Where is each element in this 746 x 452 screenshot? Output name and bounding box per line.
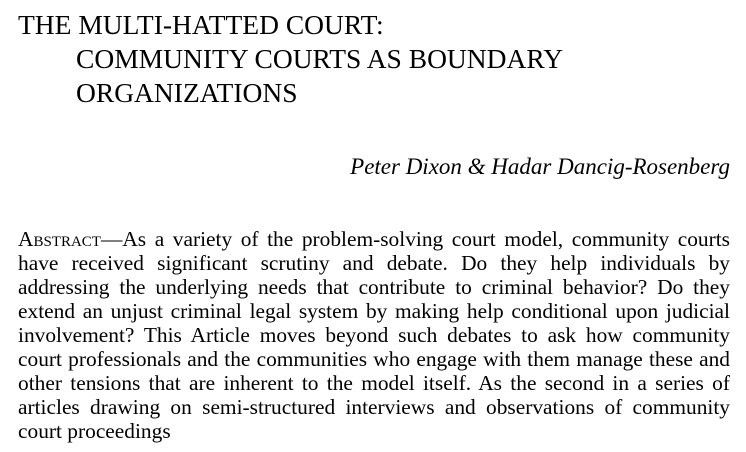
title-line-3: ORGANIZATIONS	[76, 77, 298, 108]
author-byline: Peter Dixon & Hadar Dancig-Rosenberg	[350, 154, 730, 179]
abstract-text: As a variety of the problem-solving court model, community courts have received significant scrutiny and debate. Do they help individuals by addressing the underlying needs that contribute to criminal behavior? Do they extend an unjust criminal legal system by making help conditional upon judicial involvement? This Article moves beyond such debates to ask how community court professionals and the communities who engage with them manage these and other tensions that are inherent to the model itself. As the second in a series of articles drawing on semi-structured interviews and observations of community court proceedings	[18, 227, 730, 443]
abstract-paragraph	[18, 227, 730, 443]
paper-title	[18, 8, 718, 110]
abstract-dash: —	[100, 227, 123, 251]
abstract-label: Abstract	[18, 227, 101, 251]
title-line-2: COMMUNITY COURTS AS BOUNDARY	[76, 43, 564, 74]
title-line-1: THE MULTI-HATTED COURT:	[18, 9, 384, 40]
